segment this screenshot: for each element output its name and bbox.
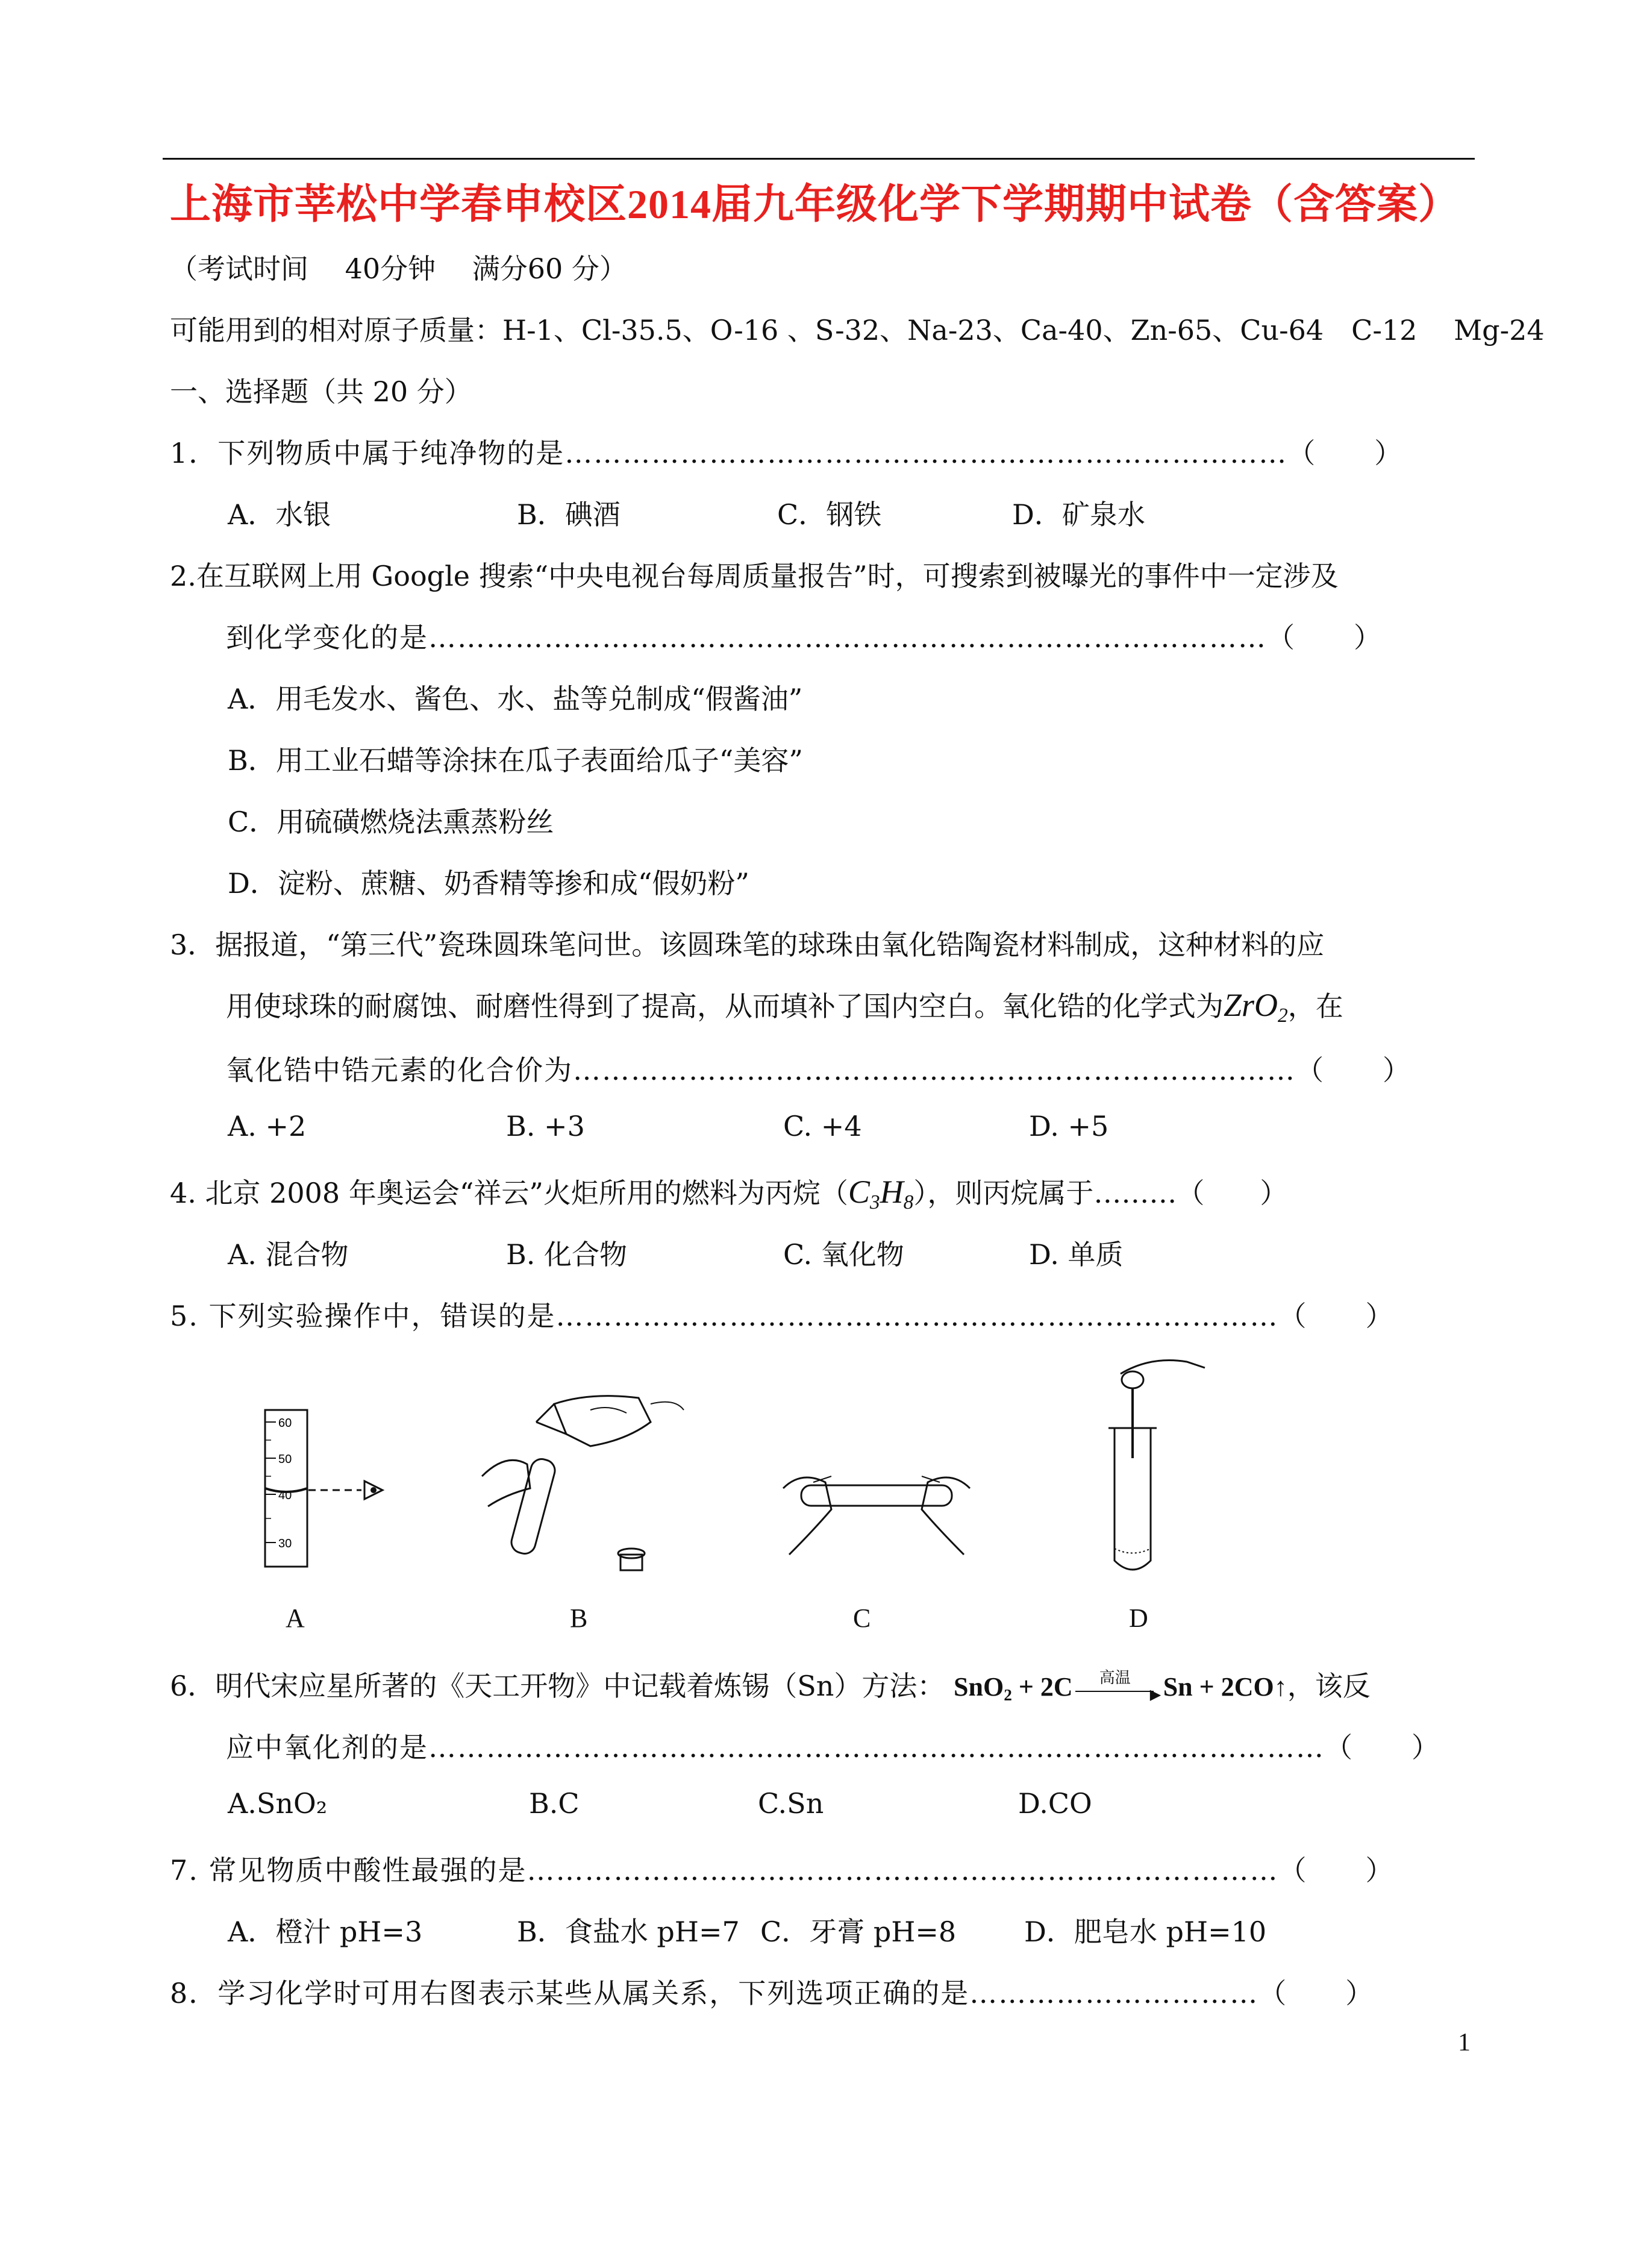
q1-option-a: A．水银: [228, 498, 331, 531]
question-6-stem-line2: 应中氧化剂的是…………………………………………………………………………………（ ）: [226, 1731, 1440, 1764]
question-1-stem: 1．下列物质中属于纯净物的是…………………………………………………………………（ ）: [170, 437, 1404, 469]
tick-50: 50: [278, 1453, 292, 1466]
question-3-stem-line1: 3．据报道，“第三代”瓷珠圆珠笔问世。该圆珠笔的球珠由氧化锆陶瓷材料制成，这种材料的应: [170, 929, 1325, 961]
header-rule: [163, 158, 1475, 160]
question-4-stem: 4. 北京 2008 年奥运会“祥云”火炬所用的燃料为丙烷$(C_3H_8)$，则丙烷属于………（ ）: [170, 1174, 1288, 1214]
q4-option-d: D. 单质: [1029, 1238, 1124, 1271]
reaction-condition: 高温: [1099, 1668, 1131, 1687]
q2-option-c: C．用硫磺燃烧法熏蒸粉丝: [228, 806, 554, 838]
question-3-stem-line3: 氧化锆中锆元素的化合价为…………………………………………………………………（ ）: [226, 1054, 1411, 1086]
figure-a-label: A: [286, 1603, 305, 1633]
figure-c-shaking-tube: [777, 1452, 976, 1567]
q3-option-b: B. +3: [506, 1110, 585, 1142]
q6-option-c: C.Sn: [758, 1787, 824, 1820]
q7-option-b: B．食盐水 pH=7: [517, 1916, 740, 1948]
question-2-stem-line2: 到化学变化的是……………………………………………………………………………（ ）: [226, 621, 1383, 654]
tick-30: 30: [278, 1537, 292, 1550]
q6-option-d: D.CO: [1018, 1787, 1092, 1820]
exam-title: 上海市莘松中学春申校区2014届九年级化学下学期期中试卷（含答案）: [170, 181, 1460, 227]
q3-line2-tail: ，在: [1287, 990, 1343, 1023]
q1-option-b: B．碘酒: [517, 498, 621, 531]
page-number: 1: [1458, 2029, 1471, 2057]
q1-option-d: D．矿泉水: [1012, 498, 1145, 531]
reaction-arrow: 高温 ▶: [1073, 1678, 1163, 1702]
question-5-stem: 5. 下列实验操作中，错误的是…………………………………………………………………（ ）: [170, 1300, 1395, 1332]
q2-option-b: B．用工业石蜡等涂抹在瓜子表面给瓜子“美容”: [228, 744, 803, 777]
q3-line2-text: 用使球珠的耐腐蚀、耐磨性得到了提高，从而填补了国内空白。氧化锆的化学式为: [226, 990, 1224, 1023]
figure-c-label: C: [853, 1603, 871, 1633]
q6-option-b: B.C: [529, 1787, 580, 1820]
question-6-stem-line1: 6．明代宋应星所著的《天工开物》中记载着炼锡（Sn）方法： SnO$_2$ + 2C 高温 ▶ Sn + 2CO↑，该反: [170, 1664, 1371, 1705]
question-7-stem: 7. 常见物质中酸性最强的是……………………………………………………………………（ ）: [170, 1854, 1395, 1887]
atomic-masses: 可能用到的相对原子质量：H-1、Cl-35.5、O-16 、S-32、Na-23、Ca-40、Zn-65、Cu-64 C-12 Mg-24: [170, 314, 1545, 346]
tick-60: 60: [278, 1417, 292, 1430]
c3h8-formula: $C_3H_8$: [848, 1174, 914, 1214]
q7-option-a: A．橙汁 pH=3: [228, 1916, 423, 1948]
figure-d-label: D: [1129, 1603, 1148, 1633]
tick-40: 40: [278, 1489, 292, 1502]
q4-option-b: B. 化合物: [506, 1238, 628, 1271]
question-2-stem-line1: 2.在互联网上用 Google 搜索“中央电视台每周质量报告”时，可搜索到被曝光的事件中一定涉及: [170, 560, 1339, 592]
section-header: 一、选择题（共 20 分）: [170, 375, 472, 408]
figure-b-pouring-liquid: [470, 1386, 687, 1585]
q2-option-d: D．淀粉、蔗糖、奶香精等掺和成“假奶粉”: [228, 867, 749, 900]
q7-option-d: D．肥皂水 pH=10: [1024, 1916, 1267, 1948]
q4-option-a: A. 混合物: [228, 1238, 349, 1271]
figure-d-dropper: [1096, 1350, 1211, 1579]
zro2-formula: ZrO$_2$: [1224, 987, 1288, 1027]
q3-option-c: C. +4: [783, 1110, 862, 1142]
tin-smelting-equation: SnO$_2$ + 2C 高温 ▶ Sn + 2CO↑: [954, 1672, 1287, 1702]
q3-option-d: D. +5: [1029, 1110, 1109, 1142]
question-3-stem-line2: [226, 985, 1343, 1027]
q1-option-c: C．钢铁: [777, 498, 882, 531]
figure-b-label: B: [570, 1603, 588, 1633]
q2-option-a: A．用毛发水、酱色、水、盐等兑制成“假酱油”: [228, 683, 803, 715]
q7-option-c: C．牙膏 pH=8: [760, 1916, 957, 1948]
exam-info: （考试时间 40分钟 满分60 分）: [170, 252, 627, 285]
question-8-stem: 8．学习化学时可用右图表示某些从属关系，下列选项正确的是…………………………（ ）: [170, 1977, 1375, 2010]
q6-option-a: A.SnO₂: [228, 1787, 328, 1820]
figure-a-cylinder-reading: [241, 1404, 398, 1579]
q4-option-c: C. 氧化物: [783, 1238, 904, 1271]
q3-option-a: A. +2: [228, 1110, 307, 1142]
